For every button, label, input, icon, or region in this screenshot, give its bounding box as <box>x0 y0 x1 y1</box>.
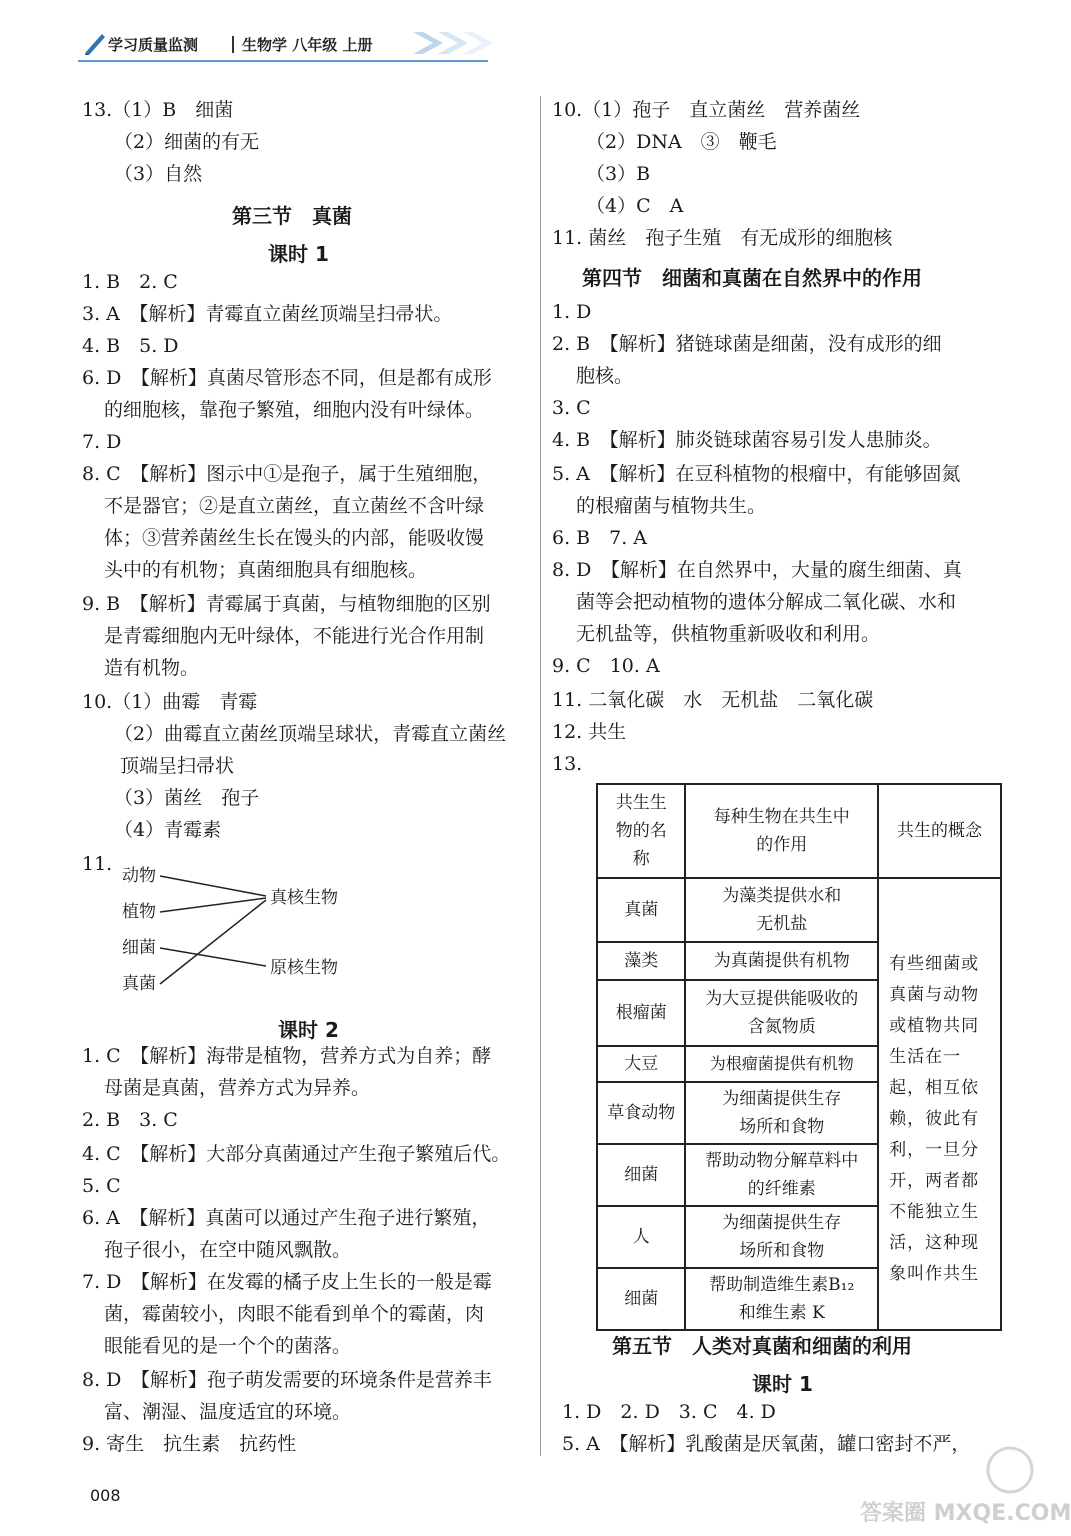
table-cell: 帮助动物分解草料中的纤维素 <box>685 1144 878 1206</box>
answer-line: 是青霉细胞内无叶绿体，不能进行光合作用制 <box>104 625 485 647</box>
answer-line: 12. 共生 <box>552 721 627 743</box>
section-title: 第三节 真菌 <box>232 204 352 228</box>
answer-line: 8. C 【解析】图示中①是孢子，属于生殖细胞， <box>82 463 492 485</box>
answer-line: 4. B 5. D <box>82 335 179 357</box>
table-header-cell: 共生的概念 <box>878 784 1001 878</box>
match-lines <box>0 0 400 1000</box>
answer-line: 1. C 【解析】海带是植物，营养方式为自养；酵 <box>82 1045 492 1067</box>
answer-line: 11. <box>82 853 113 875</box>
answer-line: 的根瘤菌与植物共生。 <box>576 495 767 517</box>
table-cell: 为真菌提供有机物 <box>685 942 878 980</box>
table-cell: 大豆 <box>597 1046 685 1082</box>
answer-line: 9. B 【解析】青霉属于真菌，与植物细胞的区别 <box>82 593 491 615</box>
answer-line: 造有机物。 <box>104 657 200 679</box>
answer-line: 富、潮湿、温度适宜的环境。 <box>104 1401 352 1423</box>
answer-line: 8. D 【解析】在自然界中，大量的腐生细菌、真 <box>552 559 962 581</box>
watermark-text: 答案圈 MXQE.COM <box>860 1501 1071 1526</box>
answer-line: 6. D 【解析】真菌尽管形态不同，但是都有成形 <box>82 367 492 389</box>
answer-line: （2）曲霉直立菌丝顶端呈球状，青霉直立菌丝 <box>114 723 507 745</box>
answer-line: 8. D 【解析】孢子萌发需要的环境条件是营养丰 <box>82 1369 492 1391</box>
answer-line: 5. A 【解析】乳酸菌是厌氧菌，罐口密封不严， <box>562 1433 971 1455</box>
watermark-logo <box>860 1440 1071 1530</box>
answer-line: 4. C 【解析】大部分真菌通过产生孢子繁殖后代。 <box>82 1143 511 1165</box>
series-title: 学习质量监测 <box>108 36 199 54</box>
answer-line: 菌，霉菌较小，肉眼不能看到单个的霉菌，肉 <box>104 1303 485 1325</box>
table-cell: 帮助制造维生素B₁₂和维生素 K <box>685 1268 878 1330</box>
table-cell: 为大豆提供能吸收的含氮物质 <box>685 980 878 1046</box>
table-cell: 人 <box>597 1206 685 1268</box>
answer-line: 1. D <box>552 301 592 323</box>
answer-line: 眼能看见的是一个个的菌落。 <box>104 1335 352 1357</box>
answer-line: 7. D 【解析】在发霉的橘子皮上生长的一般是霉 <box>82 1271 492 1293</box>
answer-line: （3）自然 <box>114 163 203 185</box>
match-left-item: 细菌 <box>122 938 156 958</box>
match-left-item: 动物 <box>122 866 156 886</box>
table-cell: 细菌 <box>597 1144 685 1206</box>
match-left-item: 植物 <box>122 902 156 922</box>
match-left-item: 真菌 <box>122 974 156 994</box>
answer-line: （4）C A <box>586 195 684 217</box>
table-cell: 为藻类提供水和无机盐 <box>685 878 878 942</box>
match-right-item: 真核生物 <box>270 888 338 908</box>
answer-line: 2. B 3. C <box>82 1109 178 1131</box>
answer-line: 7. D <box>82 431 122 453</box>
answer-line: 5. A 【解析】在豆科植物的根瘤中，有能够固氮 <box>552 463 961 485</box>
table-header-cell: 共生生物的名称 <box>597 784 685 878</box>
table-cell: 有些细菌或真菌与动物或植物共同生活在一起，相互依赖，彼此有利，一旦分开，两者都不能独立生活，这种现象叫作共生 <box>878 878 1001 1330</box>
table-cell: 细菌 <box>597 1268 685 1330</box>
table-cell: 为根瘤菌提供有机物 <box>685 1046 878 1082</box>
answer-line: 6. B 7. A <box>552 527 648 549</box>
table-cell: 真菌 <box>597 878 685 942</box>
answer-line: （2）细菌的有无 <box>114 131 260 153</box>
table-cell: 草食动物 <box>597 1082 685 1144</box>
section-title: 第四节 细菌和真菌在自然界中的作用 <box>582 266 922 290</box>
answer-line: （3）B <box>586 163 651 185</box>
answer-line: 母菌是真菌，营养方式为异养。 <box>104 1077 371 1099</box>
lesson-title: 课时 1 <box>268 242 329 266</box>
lesson-title: 课时 1 <box>752 1372 813 1396</box>
answer-line: （4）青霉素 <box>114 819 222 841</box>
answer-line: 头中的有机物；真菌细胞具有细胞核。 <box>104 559 428 581</box>
answer-line: 13.（1）B 细菌 <box>82 99 234 121</box>
answer-line: 6. A 【解析】真菌可以通过产生孢子进行繁殖， <box>82 1207 491 1229</box>
answer-line: 孢子很小，在空中随风飘散。 <box>104 1239 352 1261</box>
answer-line: 10.（1）孢子 直立菌丝 营养菌丝 <box>552 99 861 121</box>
answer-line: 2. B 【解析】猪链球菌是细菌，没有成形的细 <box>552 333 942 355</box>
answer-line: 10.（1）曲霉 青霉 <box>82 691 258 713</box>
answer-line: 9. 寄生 抗生素 抗药性 <box>82 1433 297 1455</box>
match-right-item: 原核生物 <box>270 958 338 978</box>
answer-line: 9. C 10. A <box>552 655 660 677</box>
answer-line: 的细胞核，靠孢子繁殖，细胞内没有叶绿体。 <box>104 399 485 421</box>
answer-line: 11. 菌丝 孢子生殖 有无成形的细胞核 <box>552 227 893 249</box>
column-divider <box>540 96 541 1456</box>
symbiosis-table <box>596 783 1002 1331</box>
answer-line: 菌等会把动植物的遗体分解成二氧化碳、水和 <box>576 591 957 613</box>
subject-title: 生物学 八年级 上册 <box>242 36 373 54</box>
answer-line: 体；③营养菌丝生长在馒头的内部，能吸收馒 <box>104 527 485 549</box>
table-cell: 根瘤菌 <box>597 980 685 1046</box>
answer-line: 3. A 【解析】青霉直立菌丝顶端呈扫帚状。 <box>82 303 453 325</box>
answer-line: 4. B 【解析】肺炎链球菌容易引发人患肺炎。 <box>552 429 942 451</box>
chevron-decoration-icon <box>408 28 508 58</box>
answer-line: 13. <box>552 753 583 775</box>
table-cell: 为细菌提供生存场所和食物 <box>685 1082 878 1144</box>
table-cell: 为细菌提供生存场所和食物 <box>685 1206 878 1268</box>
answer-line: （3）菌丝 孢子 <box>114 787 260 809</box>
answer-line: 顶端呈扫帚状 <box>120 755 235 777</box>
answer-line: 胞核。 <box>576 365 634 387</box>
table-header-row <box>597 784 1001 878</box>
answer-line: 无机盐等，供植物重新吸收和利用。 <box>576 623 881 645</box>
answer-line: 3. C <box>552 397 591 419</box>
answer-line: 5. C <box>82 1175 121 1197</box>
answer-line: 1. D 2. D 3. C 4. D <box>562 1401 776 1423</box>
page-number: 008 <box>90 1486 121 1505</box>
answer-line: 11. 二氧化碳 水 无机盐 二氧化碳 <box>552 689 874 711</box>
lesson-title: 课时 2 <box>278 1018 339 1042</box>
table-cell: 藻类 <box>597 942 685 980</box>
table-row <box>597 878 1001 942</box>
section-title: 第五节 人类对真菌和细菌的利用 <box>612 1334 912 1358</box>
answer-line: 1. B 2. C <box>82 271 178 293</box>
table-header-cell: 每种生物在共生中的作用 <box>685 784 878 878</box>
answer-line: 不是器官；②是直立菌丝，直立菌丝不含叶绿 <box>104 495 485 517</box>
answer-line: （2）DNA ③ 鞭毛 <box>586 131 777 153</box>
